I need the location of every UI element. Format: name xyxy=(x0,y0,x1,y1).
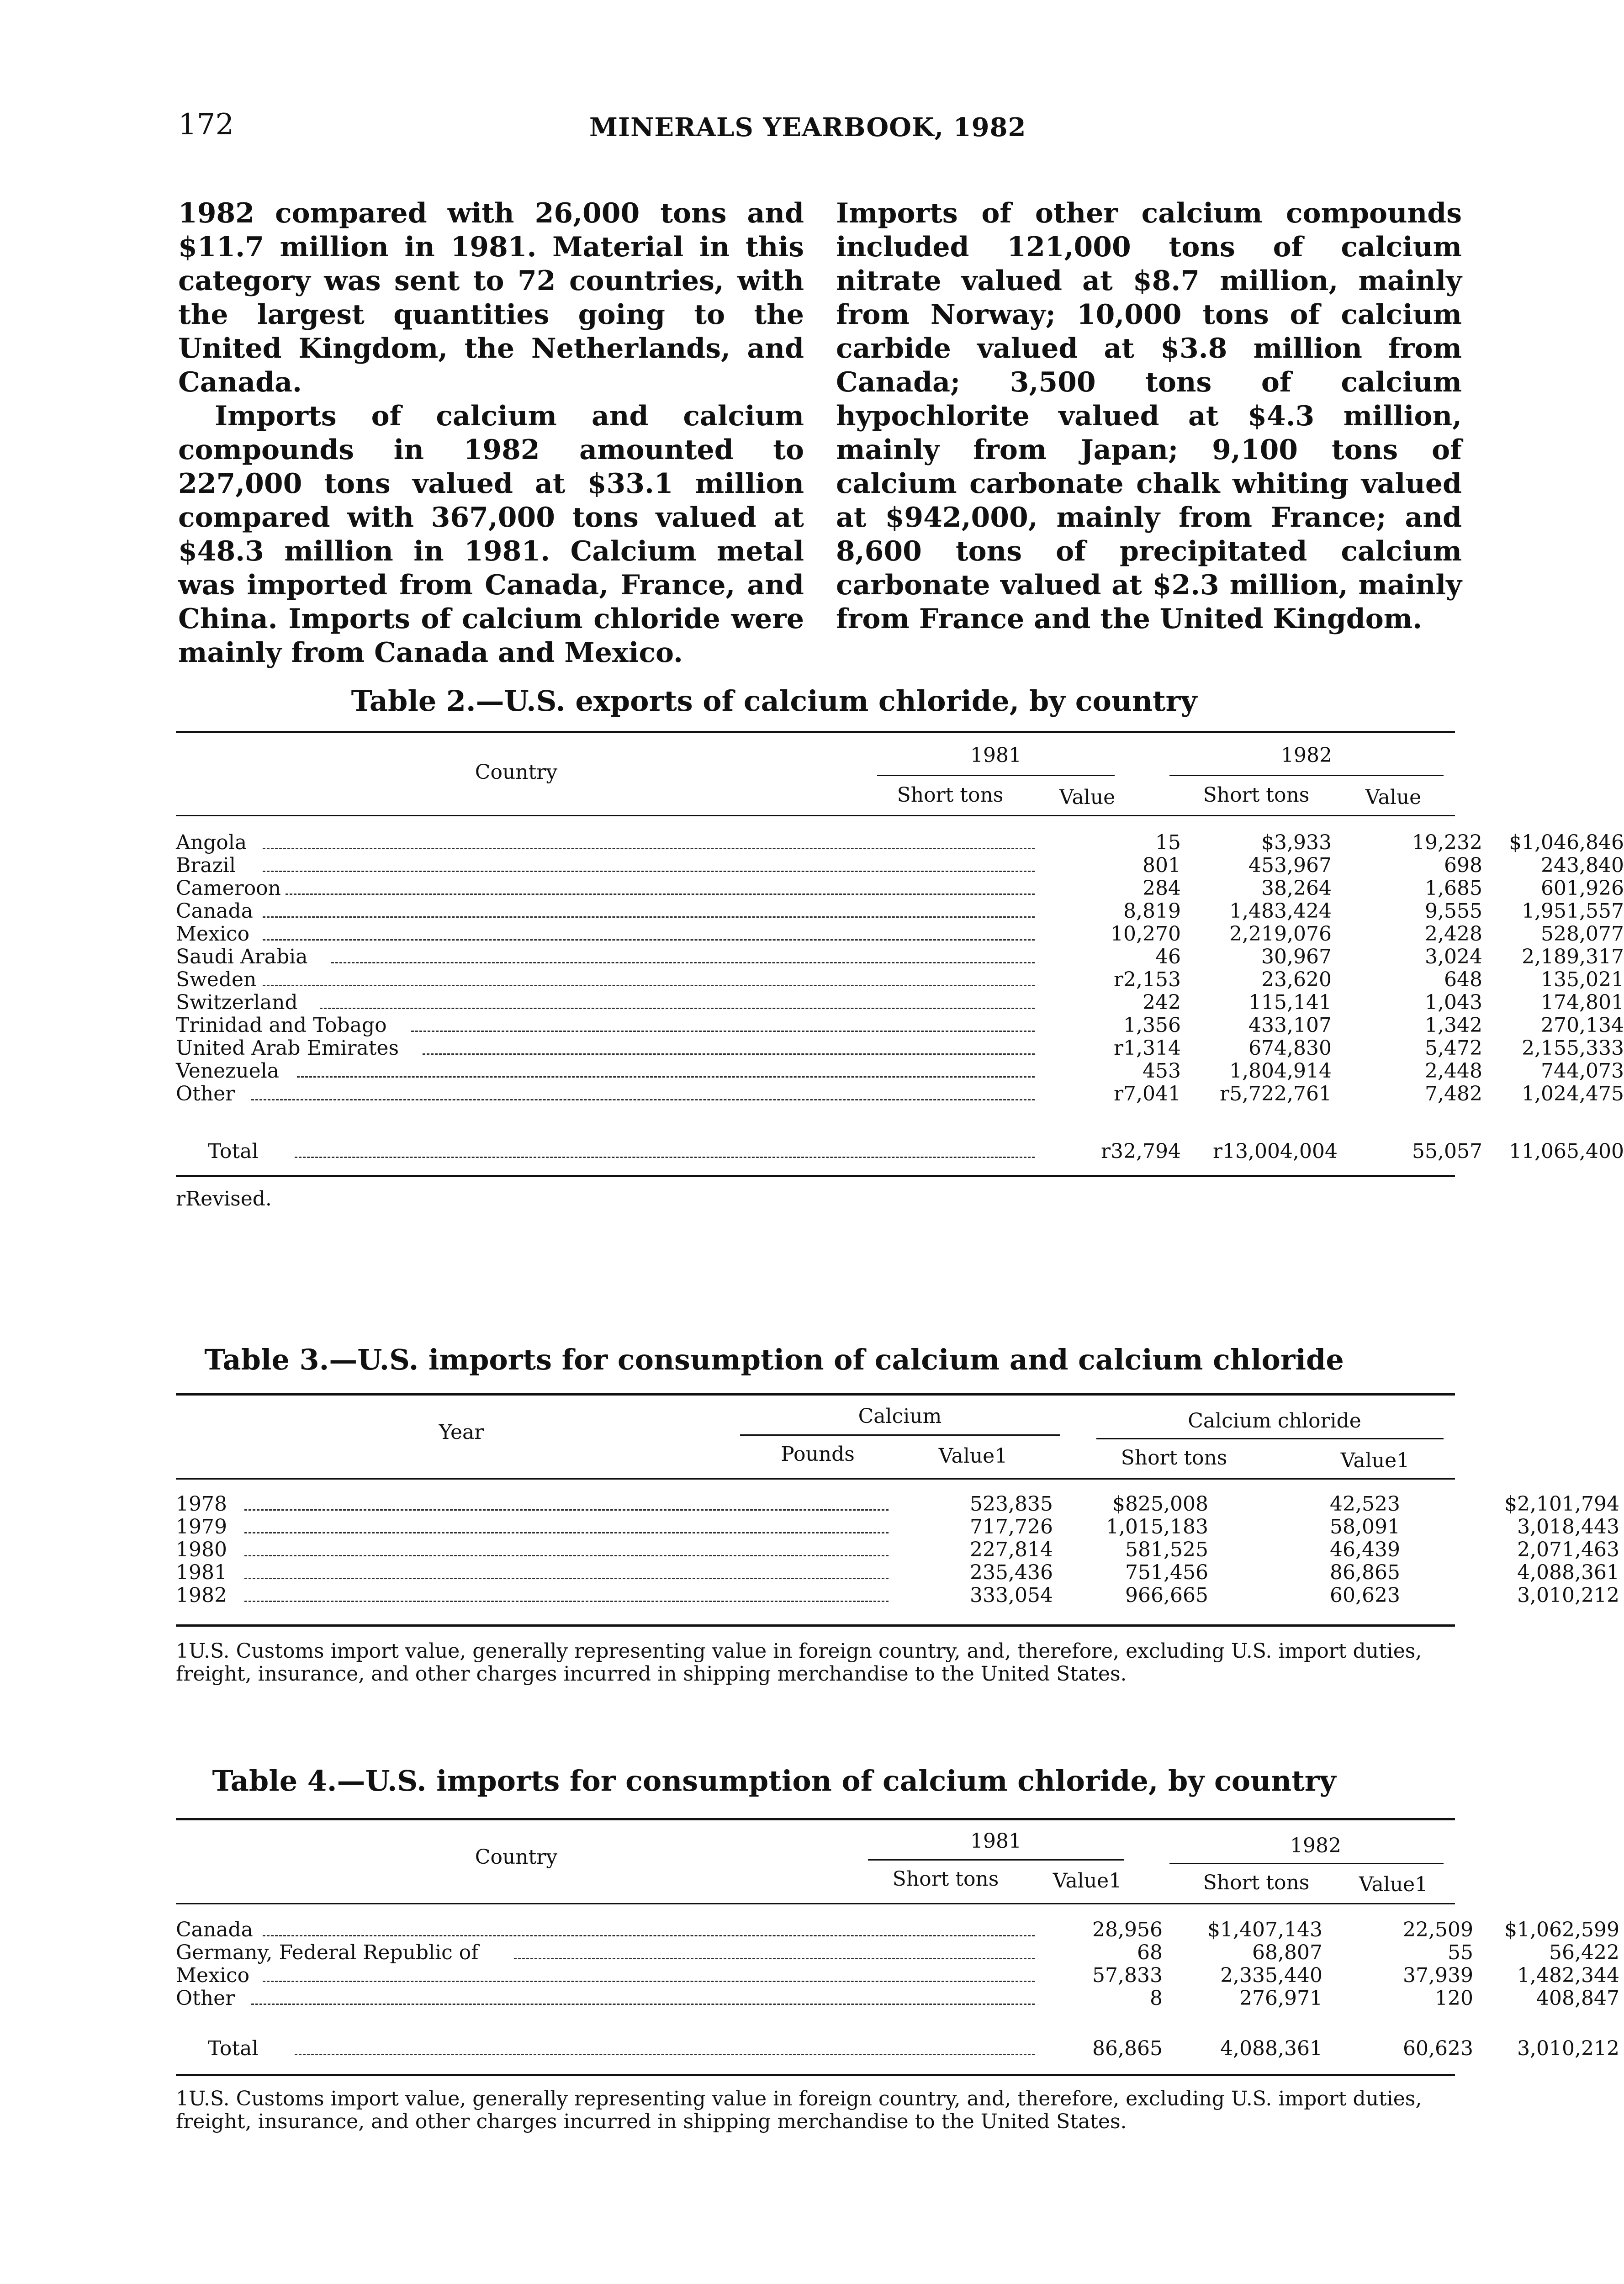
cell: 333,054 xyxy=(970,1584,1053,1607)
row-label: Saudi Arabia xyxy=(176,945,308,968)
cell: 1,951,557 xyxy=(1522,899,1624,923)
cell: 453,967 xyxy=(1248,854,1332,877)
cell: 7,482 xyxy=(1425,1082,1482,1105)
page-number: 172 xyxy=(178,108,234,142)
cell: 1,024,475 xyxy=(1522,1082,1624,1105)
table-row xyxy=(176,991,1624,1014)
table2-title: Table 2.—U.S. exports of calcium chloride, by country xyxy=(351,684,1197,718)
leader-dots xyxy=(244,1516,889,1533)
table3-sub-short-tons: Short tons xyxy=(1121,1446,1227,1470)
table2-year-rule-1982 xyxy=(1169,775,1444,776)
leader-dots xyxy=(411,1014,1035,1032)
table-row xyxy=(176,922,1624,946)
cell: r2,153 xyxy=(1114,968,1181,991)
table4-top-rule xyxy=(176,1818,1455,1820)
table3-group-rule-chloride xyxy=(1096,1438,1444,1439)
table4-sub-short-tons-81: Short tons xyxy=(892,1867,999,1891)
cell: 242 xyxy=(1143,991,1181,1014)
paragraph: Imports of calcium and calcium compounds in 1982 amounted to 227,000 tons valued at $33.1 million compared with 367,000 tons valued at $48.3 million in 1981. Calcium metal was imported from Canada, France, and China. Imports of calcium chloride were mainly from Canada and Mexico. xyxy=(178,400,804,669)
row-label: 1981 xyxy=(176,1561,227,1584)
cell: $1,062,599 xyxy=(1504,1918,1619,1941)
table2-top-rule xyxy=(176,731,1455,733)
cell: 1,482,344 xyxy=(1517,1964,1619,1987)
cell: 801 xyxy=(1143,854,1181,877)
table3-group-chloride: Calcium chloride xyxy=(1188,1409,1361,1433)
table-row xyxy=(176,1561,1619,1584)
row-label: Other xyxy=(176,1987,235,2010)
row-label: Other xyxy=(176,1082,235,1105)
cell: 408,847 xyxy=(1536,1987,1619,2010)
leader-dots xyxy=(263,1964,1035,1982)
table-row xyxy=(176,854,1624,877)
table2-total-label: Total xyxy=(208,1140,259,1163)
cell: $825,008 xyxy=(1112,1492,1208,1516)
cell: 46,439 xyxy=(1330,1538,1400,1561)
cell: 86,865 xyxy=(1330,1561,1400,1584)
cell: 60,623 xyxy=(1403,2037,1473,2060)
cell: 698 xyxy=(1444,854,1482,877)
leader-dots xyxy=(331,946,1035,963)
cell: 10,270 xyxy=(1111,922,1181,946)
paragraph: 1982 compared with 26,000 tons and $11.7 million in 1981. Material in this category was sent to 72 countries, with the largest quantities going to the United Kingdom, the Netherlands, and Canada. xyxy=(178,197,804,398)
cell: 23,620 xyxy=(1261,968,1332,991)
cell: 2,219,076 xyxy=(1229,922,1332,946)
cell: 227,814 xyxy=(970,1538,1053,1561)
table-row xyxy=(176,1515,1619,1539)
cell: 433,107 xyxy=(1248,1014,1332,1037)
leader-dots xyxy=(263,1919,1035,1936)
cell: 243,840 xyxy=(1541,854,1624,877)
table-row xyxy=(176,1964,1619,1987)
leader-dots xyxy=(263,968,1035,986)
cell: 135,021 xyxy=(1541,968,1624,991)
table-row xyxy=(176,1538,1619,1561)
cell: 8 xyxy=(1150,1987,1163,2010)
leader-dots xyxy=(263,900,1035,918)
cell: 56,422 xyxy=(1549,1941,1619,1964)
cell: 28,956 xyxy=(1092,1918,1163,1941)
leader-dots xyxy=(263,923,1035,941)
cell: r7,041 xyxy=(1114,1082,1181,1105)
paragraph: Imports of other calcium compounds included 121,000 tons of calcium nitrate valued at $8.7 million, mainly from Norway; 10,000 tons of calcium carbide valued at $3.8 million from Canada; 3,500 tons of calcium hypochlorite valued at $4.3 million, mainly from Japan; 9,100 tons of calcium carbonate chalk whiting valued at $942,000, mainly from France; and 8,600 tons of precipitated calcium carbonate valued at $2.3 million, mainly from France and the United Kingdom. xyxy=(836,197,1462,635)
cell: 276,971 xyxy=(1239,1987,1322,2010)
cell: 674,830 xyxy=(1248,1036,1332,1060)
row-label: 1979 xyxy=(176,1515,227,1539)
table3-col-year: Year xyxy=(439,1421,484,1444)
table3-group-rule-calcium xyxy=(740,1434,1060,1436)
cell: $1,407,143 xyxy=(1207,1918,1322,1941)
leader-dots xyxy=(295,2037,1035,2055)
table3-title: Table 3.—U.S. imports for consumption of calcium and calcium chloride xyxy=(204,1343,1344,1376)
table3-bottom-rule xyxy=(176,1624,1455,1627)
cell: 15 xyxy=(1155,831,1181,854)
cell: 1,043 xyxy=(1425,991,1482,1014)
row-label: United Arab Emirates xyxy=(176,1036,399,1060)
cell: 58,091 xyxy=(1330,1515,1400,1539)
table-row xyxy=(176,1941,1619,1964)
cell: 120 xyxy=(1435,1987,1473,2010)
cell: $1,046,846 xyxy=(1509,831,1624,854)
cell: 2,071,463 xyxy=(1517,1538,1619,1561)
cell: 523,835 xyxy=(970,1492,1053,1516)
leader-dots xyxy=(263,854,1035,872)
table-row xyxy=(176,1584,1619,1607)
cell: r5,722,761 xyxy=(1220,1082,1332,1105)
cell: 9,555 xyxy=(1425,899,1482,923)
cell: 8,819 xyxy=(1123,899,1181,923)
row-label: Mexico xyxy=(176,1964,250,1987)
table4-total-label: Total xyxy=(208,2037,259,2060)
table3-header-rule xyxy=(176,1478,1455,1480)
table4-bottom-rule xyxy=(176,2074,1455,2076)
leader-dots xyxy=(244,1584,889,1602)
table-row xyxy=(176,877,1624,900)
cell: 648 xyxy=(1444,968,1482,991)
table-row xyxy=(176,1987,1619,2010)
cell: r32,794 xyxy=(1101,1140,1181,1163)
cell: 2,448 xyxy=(1425,1059,1482,1083)
table-row xyxy=(176,899,1624,923)
cell: 57,833 xyxy=(1092,1964,1163,1987)
row-label: Sweden xyxy=(176,968,257,991)
leader-dots xyxy=(263,831,1035,849)
leader-dots xyxy=(514,1941,1035,1959)
table4-year-rule-1981 xyxy=(868,1859,1124,1861)
row-label: Canada xyxy=(176,899,253,923)
table-row xyxy=(176,1059,1624,1083)
cell: 3,018,443 xyxy=(1517,1515,1619,1539)
leader-dots xyxy=(251,1083,1035,1100)
row-label: Trinidad and Tobago xyxy=(176,1014,387,1037)
row-label: Venezuela xyxy=(176,1059,280,1083)
cell: 4,088,361 xyxy=(1517,1561,1619,1584)
table3-sub-pounds: Pounds xyxy=(781,1443,855,1466)
cell: 1,342 xyxy=(1425,1014,1482,1037)
table2-sub-short-tons-82: Short tons xyxy=(1203,783,1310,807)
table-row xyxy=(176,1036,1624,1060)
cell: 4,088,361 xyxy=(1220,2037,1322,2060)
cell: 1,804,914 xyxy=(1229,1059,1332,1083)
cell: 55,057 xyxy=(1412,1140,1482,1163)
cell: 3,010,212 xyxy=(1517,1584,1619,1607)
table2-sub-short-tons-81: Short tons xyxy=(897,783,1004,807)
table3-group-calcium: Calcium xyxy=(858,1405,942,1428)
table2-footnote: rRevised. xyxy=(176,1187,272,1211)
cell: 60,623 xyxy=(1330,1584,1400,1607)
cell: 744,073 xyxy=(1541,1059,1624,1083)
row-label: Angola xyxy=(176,831,247,854)
cell: 1,685 xyxy=(1425,877,1482,900)
cell: 30,967 xyxy=(1261,945,1332,968)
leader-dots xyxy=(297,1060,1035,1078)
table2-col-country: Country xyxy=(475,761,558,784)
cell: 11,065,400 xyxy=(1509,1140,1624,1163)
table-row xyxy=(176,831,1624,854)
running-head: MINERALS YEARBOOK, 1982 xyxy=(589,112,1026,143)
cell: 2,335,440 xyxy=(1220,1964,1322,1987)
table3-top-rule xyxy=(176,1393,1455,1396)
cell: 174,801 xyxy=(1541,991,1624,1014)
row-label: 1980 xyxy=(176,1538,227,1561)
leader-dots xyxy=(286,877,1035,895)
leader-dots xyxy=(244,1561,889,1579)
table4-year-rule-1982 xyxy=(1169,1863,1444,1864)
leader-dots xyxy=(320,991,1035,1009)
cell: 38,264 xyxy=(1261,877,1332,900)
table2-header-rule xyxy=(176,815,1455,816)
cell: $2,101,794 xyxy=(1504,1492,1619,1516)
table2-bottom-rule xyxy=(176,1175,1455,1177)
leader-dots xyxy=(251,1987,1035,2005)
row-label: Mexico xyxy=(176,922,250,946)
cell: 46 xyxy=(1155,945,1181,968)
cell: 453 xyxy=(1143,1059,1181,1083)
cell: 1,015,183 xyxy=(1106,1515,1208,1539)
table-row xyxy=(176,945,1624,968)
cell: 528,077 xyxy=(1541,922,1624,946)
cell: 55 xyxy=(1448,1941,1473,1964)
row-label: 1978 xyxy=(176,1492,227,1516)
leader-dots xyxy=(423,1037,1035,1055)
table2-sub-value-82: Value xyxy=(1365,786,1422,809)
cell: 284 xyxy=(1143,877,1181,900)
cell: 68 xyxy=(1137,1941,1163,1964)
table2-sub-value-81: Value xyxy=(1059,786,1116,809)
leader-dots xyxy=(244,1493,889,1511)
right-column xyxy=(836,196,1462,636)
table2-total-row xyxy=(176,1140,1624,1163)
cell: 717,726 xyxy=(970,1515,1053,1539)
cell: 115,141 xyxy=(1248,991,1332,1014)
cell: 3,010,212 xyxy=(1517,2037,1619,2060)
table4-footnote: 1U.S. Customs import value, generally representing value in foreign country, and, therefore, excluding U.S. import duties, freight, insurance, and other charges incurred in shipping merchandise to the United States. xyxy=(176,2087,1422,2133)
table-row xyxy=(176,1082,1624,1105)
cell: 5,472 xyxy=(1425,1036,1482,1060)
cell: 751,456 xyxy=(1125,1561,1208,1584)
table4-header-rule xyxy=(176,1903,1455,1904)
cell: 42,523 xyxy=(1330,1492,1400,1516)
table4-year-1981: 1981 xyxy=(970,1829,1021,1853)
cell: 966,665 xyxy=(1125,1584,1208,1607)
leader-dots xyxy=(244,1539,889,1556)
table4-sub-value-82: Value1 xyxy=(1359,1873,1428,1896)
cell: $3,933 xyxy=(1261,831,1332,854)
cell: 19,232 xyxy=(1412,831,1482,854)
cell: 22,509 xyxy=(1403,1918,1473,1941)
row-label: Switzerland xyxy=(176,991,298,1014)
cell: 2,428 xyxy=(1425,922,1482,946)
cell: r13,004,004 xyxy=(1213,1140,1338,1163)
cell: 86,865 xyxy=(1092,2037,1163,2060)
cell: 68,807 xyxy=(1252,1941,1322,1964)
cell: 37,939 xyxy=(1403,1964,1473,1987)
row-label: Brazil xyxy=(176,854,236,877)
table-row xyxy=(176,1918,1619,1941)
row-label: Cameroon xyxy=(176,877,281,900)
row-label: Canada xyxy=(176,1918,253,1941)
table2-year-1981: 1981 xyxy=(970,744,1021,767)
table-row xyxy=(176,1014,1624,1037)
table-row xyxy=(176,1492,1619,1516)
table-row xyxy=(176,968,1624,991)
cell: 1,483,424 xyxy=(1229,899,1332,923)
table3-footnote: 1U.S. Customs import value, generally representing value in foreign country, and, therefore, excluding U.S. import duties, freight, insurance, and other charges incurred in shipping merchandise to the United States. xyxy=(176,1639,1422,1686)
table3-sub-value1: Value1 xyxy=(938,1444,1008,1468)
cell: 581,525 xyxy=(1125,1538,1208,1561)
row-label: 1982 xyxy=(176,1584,227,1607)
cell: 1,356 xyxy=(1123,1014,1181,1037)
leader-dots xyxy=(295,1140,1035,1158)
cell: 2,189,317 xyxy=(1522,945,1624,968)
table3-sub-value2: Value1 xyxy=(1340,1449,1410,1472)
cell: r1,314 xyxy=(1114,1036,1181,1060)
cell: 601,926 xyxy=(1541,877,1624,900)
table4-sub-short-tons-82: Short tons xyxy=(1203,1871,1310,1894)
cell: 270,134 xyxy=(1541,1014,1624,1037)
left-column xyxy=(178,196,804,670)
row-label: Germany, Federal Republic of xyxy=(176,1941,479,1964)
table2-year-1982: 1982 xyxy=(1281,744,1332,767)
cell: 235,436 xyxy=(970,1561,1053,1584)
table4-col-country: Country xyxy=(475,1845,558,1869)
table4-title: Table 4.—U.S. imports for consumption of calcium chloride, by country xyxy=(212,1764,1336,1798)
table4-year-1982: 1982 xyxy=(1290,1834,1341,1857)
table4-total-row xyxy=(176,2037,1619,2060)
table2-year-rule-1981 xyxy=(877,775,1115,776)
cell: 3,024 xyxy=(1425,945,1482,968)
table4-sub-value-81: Value1 xyxy=(1053,1869,1122,1893)
cell: 2,155,333 xyxy=(1522,1036,1624,1060)
